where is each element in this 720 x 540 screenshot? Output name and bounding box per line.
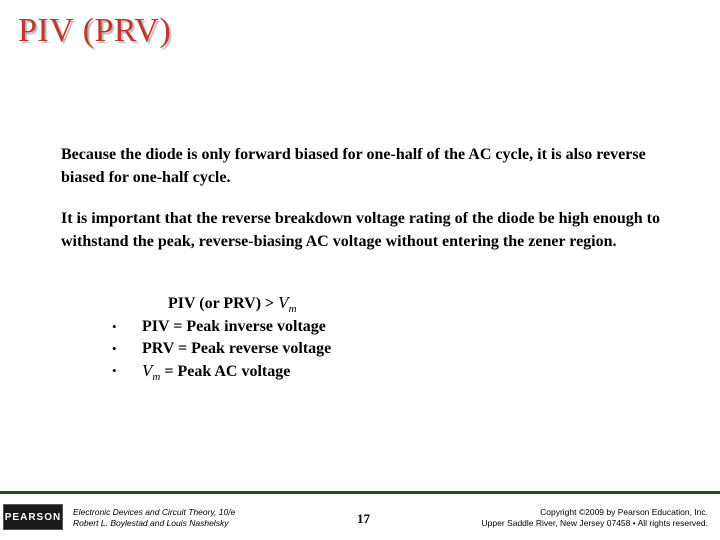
formula-prefix: PIV (or PRV) > — [168, 295, 279, 312]
definition-list — [112, 316, 331, 382]
footer-divider — [0, 491, 720, 494]
copyright-line: Copyright ©2009 by Pearson Education, Inc. — [540, 507, 708, 517]
slide-title: PIV (PRV) — [18, 12, 172, 49]
bullet-icon: • — [112, 363, 117, 378]
list-item — [112, 316, 331, 338]
logo-text: PEARSON — [4, 511, 62, 523]
list-item — [112, 338, 331, 360]
bullet-icon: • — [112, 319, 117, 334]
book-title: Electronic Devices and Circuit Theory, 10/e — [73, 507, 236, 517]
book-authors: Robert L. Boylestad and Louis Nashelsky — [73, 518, 229, 528]
copyright-address: Upper Saddle River, New Jersey 07458 • All rights reserved. — [481, 518, 708, 528]
paragraph-forward-bias: Because the diode is only forward biased for one-half of the AC cycle, it is also reverse biased for one-half cycle. — [61, 146, 646, 186]
copyright-notice — [482, 507, 708, 529]
bullet-text: PIV = Peak inverse voltage — [142, 318, 326, 335]
formula-sub: m — [288, 303, 297, 315]
page-number: 17 — [357, 511, 370, 526]
paragraph-breakdown-rating: It is important that the reverse breakdown voltage rating of the diode be high enough to withstand the peak, reverse-biasing AC voltage without entering the zener region. — [61, 210, 660, 250]
bullet-icon: • — [112, 341, 117, 356]
bullet-text: = Peak AC voltage — [160, 363, 291, 380]
bullet-var: V — [142, 361, 153, 380]
bullet-text: PRV = Peak reverse voltage — [142, 340, 332, 357]
piv-formula — [168, 293, 297, 315]
list-item — [112, 360, 331, 382]
pearson-logo — [3, 504, 63, 530]
book-citation — [73, 507, 235, 529]
bullet-sub: m — [152, 371, 161, 383]
formula-var: V — [278, 293, 289, 312]
